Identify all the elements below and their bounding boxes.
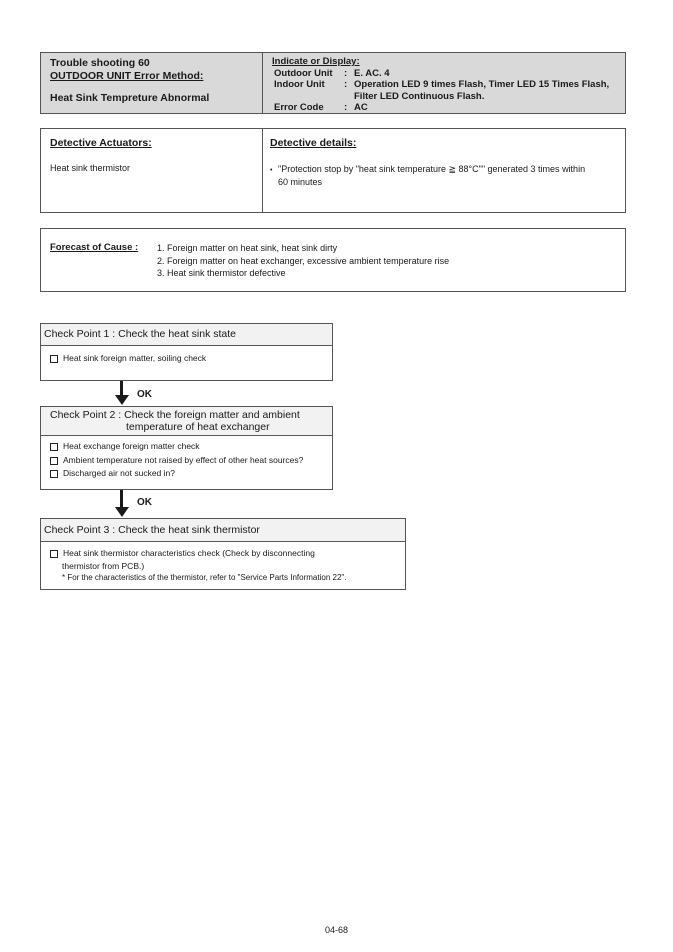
check-point-1 (40, 323, 333, 381)
indicate-row (272, 102, 625, 114)
row-value: AC (354, 102, 368, 114)
detail-text (278, 163, 585, 189)
check-point-body (41, 436, 332, 481)
cause-item: 2. Foreign matter on heat exchanger, excessive ambient temperature rise (157, 255, 450, 266)
detail-item (270, 163, 617, 189)
check-point-title: Check Point 3 : Check the heat sink thermistor (41, 519, 405, 542)
check-point-3 (40, 518, 406, 590)
forecast-list (157, 242, 449, 291)
row-label: Error Code (274, 102, 324, 114)
forecast-title: Forecast of Cause : (50, 242, 139, 253)
check-item (50, 352, 332, 366)
check-point-2 (40, 406, 333, 490)
thermistor-note: * For the characteristics of the thermistor, refer to "Service Parts Information 22". (62, 573, 347, 582)
detail-line-2: 60 minutes (278, 177, 323, 187)
check-point-body (41, 346, 332, 366)
checkbox-icon (50, 355, 58, 363)
row-value: Filter LED Continuous Flash. (354, 90, 485, 102)
actuator-text: Heat sink thermistor (50, 163, 131, 173)
detective-details (263, 129, 625, 212)
troubleshooting-title: Trouble shooting 60 (50, 57, 150, 69)
indicate-row (272, 91, 625, 103)
row-value: E. AC. 4 (354, 67, 390, 79)
cause-item: 1. Foreign matter on heat sink, heat sink dirty (157, 243, 338, 253)
detective-actuators (41, 129, 263, 212)
ok-label: OK (137, 497, 152, 508)
check-item-label: Heat exchange foreign matter check (63, 441, 200, 451)
actuators-title: Detective Actuators: (50, 137, 152, 149)
check-item (50, 467, 332, 481)
title-line-1: Check Point 2 : Check the foreign matter and ambient (50, 409, 300, 421)
title-line-2: temperature of heat exchanger (126, 420, 270, 433)
check-item-continuation: thermistor from PCB.) (62, 560, 145, 571)
down-arrow-icon (115, 507, 129, 517)
check-item-label: Heat sink thermistor characteristics check (Check by disconnecting (63, 548, 315, 558)
bullet-icon: • (270, 167, 273, 174)
check-point-title (41, 407, 332, 436)
check-item (50, 440, 332, 454)
down-arrow-icon (115, 395, 129, 405)
ok-label: OK (137, 389, 152, 400)
row-label: Indoor Unit (274, 79, 325, 91)
error-subject: Heat Sink Tempreture Abnormal (50, 92, 210, 104)
indicate-title: Indicate or Display: (272, 56, 360, 67)
error-method: OUTDOOR UNIT Error Method: (50, 70, 204, 82)
checkbox-icon (50, 550, 58, 558)
forecast-box (40, 228, 626, 292)
checkbox-icon (50, 470, 58, 478)
header-left (41, 53, 263, 113)
header-box (40, 52, 626, 114)
check-point-title: Check Point 1 : Check the heat sink state (41, 324, 332, 346)
row-label (272, 91, 344, 103)
row-colon (344, 91, 354, 103)
flow-arrow-shaft (120, 490, 123, 508)
row-colon: : (344, 67, 348, 79)
checkbox-icon (50, 457, 58, 465)
page-number: 04-68 (324, 925, 349, 935)
indicate-row (272, 68, 625, 80)
check-item (50, 454, 332, 468)
header-right (263, 53, 625, 113)
indicate-row (272, 79, 625, 91)
detective-box (40, 128, 626, 213)
check-item-label: Ambient temperature not raised by effect of other heat sources? (63, 454, 304, 465)
row-colon: : (344, 79, 348, 91)
details-title: Detective details: (270, 137, 357, 149)
detail-line-1: "Protection stop by "heat sink temperature ≧ 88°C"" generated 3 times within (278, 164, 586, 174)
row-colon: : (344, 102, 348, 114)
flow-arrow-shaft (120, 381, 123, 396)
cause-item: 3. Heat sink thermistor defective (157, 268, 286, 279)
check-point-body (41, 542, 405, 585)
row-label: Outdoor Unit (274, 67, 333, 79)
checkbox-icon (50, 443, 58, 451)
check-item (50, 547, 405, 560)
check-item-label: Discharged air not sucked in? (63, 468, 175, 478)
row-value: Operation LED 9 times Flash, Timer LED 15 Times Flash, (354, 79, 610, 91)
check-item-label: Heat sink foreign matter, soiling check (63, 353, 207, 363)
